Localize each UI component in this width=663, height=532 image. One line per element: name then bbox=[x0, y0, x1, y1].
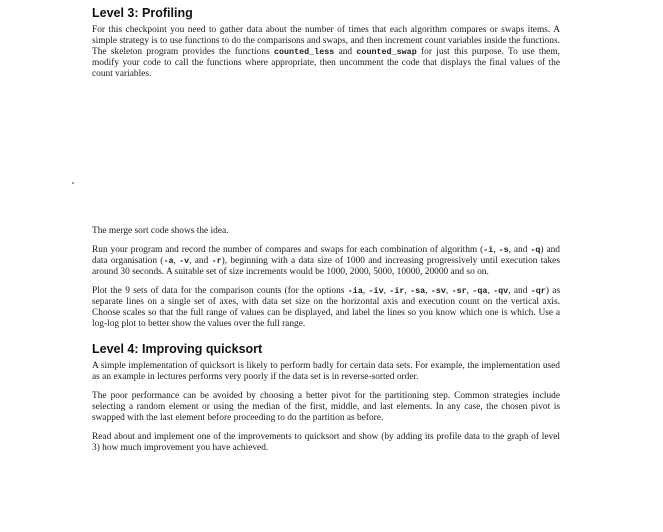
level-4-paragraph-3 bbox=[92, 432, 560, 454]
text-run: Read about and implement one of the improvements to quicksort and show (by adding its profile data to the graph of level 3) how much improvement you have achieved. bbox=[92, 432, 560, 453]
code-term: -sr bbox=[451, 286, 467, 296]
code-term: counted_swap bbox=[356, 47, 417, 57]
text-run: The poor performance can be avoided by choosing a better pivot for the partitioning step. Common strategies include selecting a random element or using the median of the first, middle, and last elements. In any case, the chosen pivot is swapped with the last element before proceeding to do the partition as before. bbox=[92, 391, 560, 423]
text-run: ) as separate lines on a single set of axes, with data set size on the horizontal axis and execution count on the vertical axis. Choose scales so that the full range of values can be displayed, and label the lines so you know which one is which. Use a log-log plot to better show the values over the full range. bbox=[92, 286, 561, 329]
text-run: , bbox=[383, 286, 390, 296]
code-term: -sv bbox=[430, 286, 446, 296]
scan-speck bbox=[72, 182, 74, 184]
text-run: , and bbox=[508, 286, 531, 296]
text-run: , bbox=[445, 286, 452, 296]
level-3-paragraph-1 bbox=[92, 25, 560, 80]
text-run: , bbox=[493, 245, 499, 255]
text-run: , bbox=[466, 286, 473, 296]
level-3-heading: Level 3: Profiling bbox=[92, 6, 193, 20]
text-run: For this checkpoint you need to gather data about the number of times that each algorithm compares or swaps items. A simple strategy is to use functions to do the comparisons and swaps, and then increment count variables inside the functions. The skeleton program provides the functions bbox=[92, 25, 560, 57]
text-run: Plot the 9 sets of data for the comparison counts (for the options bbox=[92, 286, 348, 296]
code-term: -qr bbox=[530, 286, 546, 296]
text-run: , bbox=[173, 256, 180, 266]
code-term: -qa bbox=[472, 286, 488, 296]
code-term: -qv bbox=[493, 286, 509, 296]
text-run: , and bbox=[508, 245, 531, 255]
text-run: for just this purpose. To use them, modify your code to call the functions where appropriate, then uncomment the code that displays the final values of the count variables. bbox=[92, 47, 560, 79]
level-4-paragraph-2 bbox=[92, 391, 560, 424]
level-3-paragraph-4 bbox=[92, 286, 560, 330]
text-run: , bbox=[425, 286, 431, 296]
code-term: -ir bbox=[389, 286, 405, 296]
level-4-heading: Level 4: Improving quicksort bbox=[92, 342, 263, 356]
level-4-paragraph-1 bbox=[92, 361, 560, 383]
document-page bbox=[92, 6, 560, 462]
code-term: -ia bbox=[347, 286, 363, 296]
code-term: -s bbox=[498, 245, 509, 255]
text-run: ) and data organisation ( bbox=[92, 245, 560, 266]
text-run: and bbox=[334, 47, 357, 57]
code-term: -q bbox=[530, 245, 541, 255]
text-run: , bbox=[487, 286, 494, 296]
text-run: , bbox=[404, 286, 411, 296]
code-term: -i bbox=[483, 245, 494, 255]
level-3-paragraph-2 bbox=[92, 226, 560, 237]
text-run: The merge sort code shows the idea. bbox=[92, 226, 229, 236]
code-term: -iv bbox=[368, 286, 384, 296]
text-run: Run your program and record the number of compares and swaps for each combination of algorithm ( bbox=[92, 245, 484, 255]
text-run: , bbox=[362, 286, 369, 296]
code-term: -sa bbox=[410, 286, 426, 296]
level-3-paragraph-3 bbox=[92, 245, 560, 278]
code-term: -a bbox=[163, 256, 174, 266]
code-term: -r bbox=[211, 256, 222, 266]
blank-figure-area bbox=[92, 88, 560, 226]
text-run: , and bbox=[189, 256, 212, 266]
text-run: ), beginning with a data size of 1000 and increasing progressively until execution takes around 30 seconds. A suitable set of size increments would be 1000, 2000, 5000, 10000, 20000 and so on. bbox=[92, 256, 560, 277]
text-run: A simple implementation of quicksort is likely to perform badly for certain data sets. For example, the implementation used as an example in lectures performs very poorly if the data set is in reverse-sorted order. bbox=[92, 361, 560, 382]
code-term: -v bbox=[179, 256, 190, 266]
code-term: counted_less bbox=[273, 47, 335, 57]
